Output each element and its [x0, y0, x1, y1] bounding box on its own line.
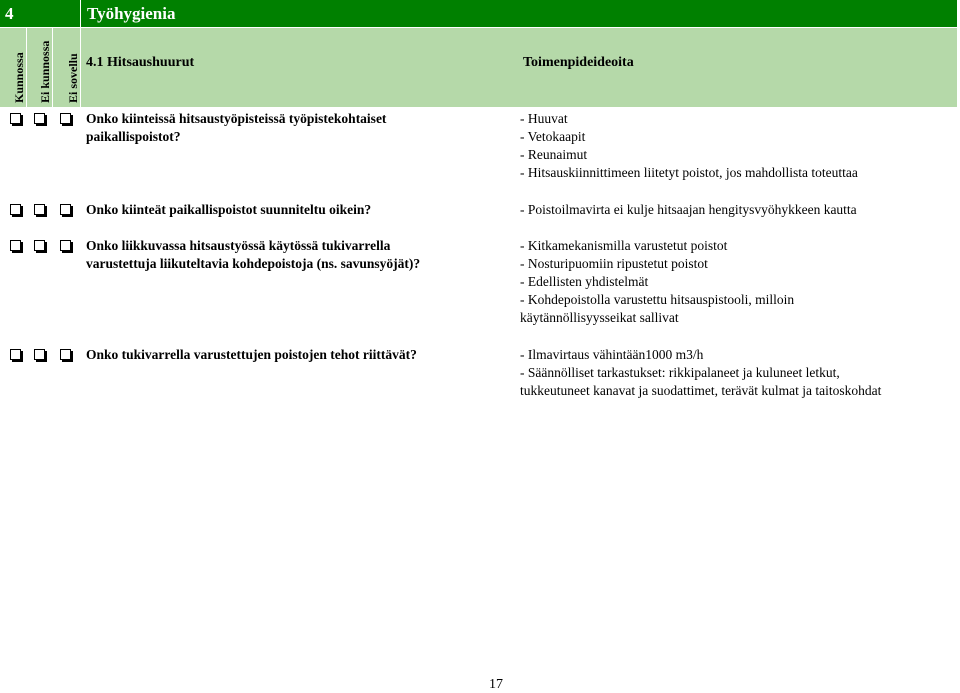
- measure-item: - Kitkamekanismilla varustetut poistot: [520, 238, 728, 253]
- checkbox-group: [10, 204, 80, 218]
- measure-item: - Ilmavirtaus vähintään1000 m3/h: [520, 347, 704, 362]
- question-text: Onko liikkuvassa hitsaustyössä käytössä tukivarrella varustettuja liikuteltavia kohdepoistoja (ns. savunsyöjät)?: [86, 238, 421, 271]
- column-header-ei-sovellu: [53, 28, 80, 107]
- measure-item: - Säännölliset tarkastukset: rikkipalaneet ja kuluneet letkut, tukkeutuneet kanavat ja suodattimet, terävät kulmat ja taitoskohdat: [520, 365, 882, 398]
- chapter-header: [0, 0, 957, 28]
- measure-item: - Nosturipuomiin ripustetut poistot: [520, 256, 708, 271]
- measure-item: - Kohdepoistolla varustettu hitsauspistooli, milloin käytännöllisyysseikat sallivat: [520, 292, 795, 325]
- checkbox-ei-sovellu[interactable]: [60, 349, 71, 360]
- measures-list: [520, 346, 955, 400]
- checkbox-ei-kunnossa[interactable]: [34, 204, 45, 215]
- chapter-number: 4: [0, 0, 80, 27]
- checkbox-ei-sovellu[interactable]: [60, 240, 71, 251]
- page-number: 17: [489, 677, 503, 692]
- checkbox-ei-kunnossa[interactable]: [34, 240, 45, 251]
- checkbox-kunnossa[interactable]: [10, 349, 21, 360]
- column-header-label: Ei kunnossa: [38, 40, 52, 103]
- checkbox-ei-kunnossa[interactable]: [34, 113, 45, 124]
- measures-list: [520, 201, 955, 219]
- measure-item: - Hitsauskiinnittimeen liitetyt poistot, jos mahdollista toteuttaa: [520, 165, 858, 180]
- question-text: Onko kiinteät paikallispoistot suunniteltu oikein?: [86, 202, 372, 217]
- measures-list: [520, 110, 955, 182]
- checkbox-kunnossa[interactable]: [10, 204, 21, 215]
- question-text: Onko kiinteissä hitsaustyöpisteissä työpistekohtaiset paikallispoistot?: [86, 111, 387, 144]
- checkbox-group: [10, 240, 80, 254]
- column-header-label: Kunnossa: [12, 52, 26, 103]
- measures-column-title: Toimenpideideoita: [523, 55, 634, 70]
- checkbox-kunnossa[interactable]: [10, 113, 21, 124]
- measure-item: - Edellisten yhdistelmät: [520, 274, 649, 289]
- checkbox-group: [10, 349, 80, 363]
- measure-item: - Poistoilmavirta ei kulje hitsaajan hengitysvyöhykkeen kautta: [520, 202, 857, 217]
- section-title: 4.1 Hitsaushuurut: [86, 55, 195, 70]
- question-text: Onko tukivarrella varustettujen poistojen tehot riittävät?: [86, 347, 417, 362]
- checkbox-kunnossa[interactable]: [10, 240, 21, 251]
- checkbox-group: [10, 113, 80, 127]
- checkbox-ei-sovellu[interactable]: [60, 204, 71, 215]
- measures-list: [520, 237, 955, 327]
- measure-item: - Reunaimut: [520, 147, 588, 162]
- column-header-ei-kunnossa: [27, 28, 52, 107]
- measure-item: - Vetokaapit: [520, 129, 586, 144]
- checkbox-ei-sovellu[interactable]: [60, 113, 71, 124]
- checkbox-ei-kunnossa[interactable]: [34, 349, 45, 360]
- measure-item: - Huuvat: [520, 111, 568, 126]
- column-header-kunnossa: [0, 28, 26, 107]
- column-header-label: Ei sovellu: [66, 53, 80, 103]
- chapter-title: Työhygienia: [81, 0, 957, 27]
- heading-main-cell: [81, 28, 957, 107]
